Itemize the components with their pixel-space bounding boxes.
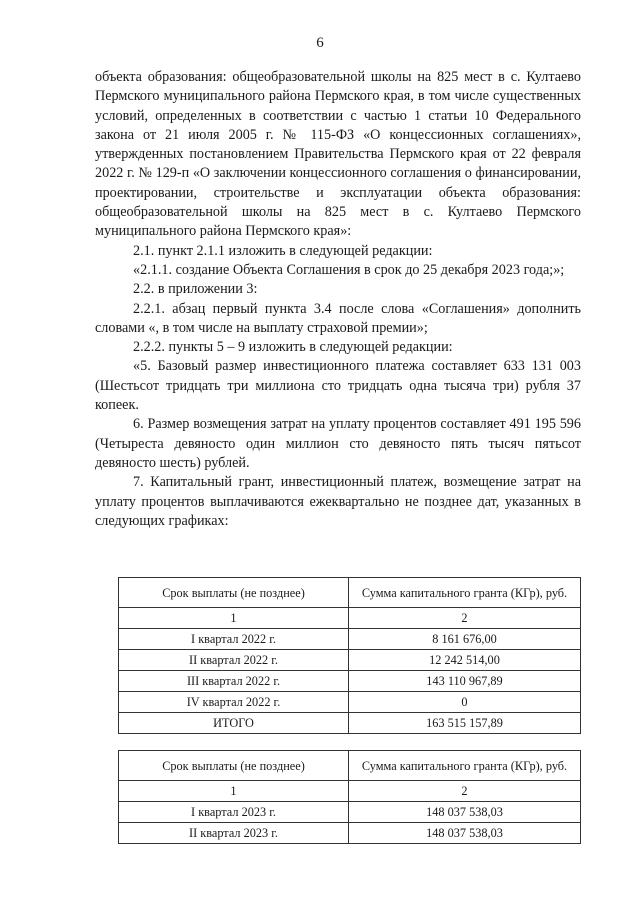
period-cell: IV квартал 2022 г. (119, 692, 349, 713)
amount-cell: 12 242 514,00 (349, 650, 581, 671)
body-text (95, 68, 581, 531)
table-row (119, 692, 581, 713)
column-header-grant-amount: Сумма капитального гранта (КГр), руб. (349, 751, 581, 781)
paragraph-2-1: 2.1. пункт 2.1.1 изложить в следующей редакции: (133, 242, 433, 259)
total-label: ИТОГО (119, 713, 349, 734)
amount-cell: 143 110 967,89 (349, 671, 581, 692)
amount-cell: 8 161 676,00 (349, 629, 581, 650)
column-header-grant-amount: Сумма капитального гранта (КГр), руб. (349, 578, 581, 608)
period-cell: III квартал 2022 г. (119, 671, 349, 692)
period-cell: I квартал 2022 г. (119, 629, 349, 650)
paragraph-2-2-1: 2.2.1. абзац первый пункта 3.4 после слова «Соглашения» дополнить словами «, в том числе на выплату страховой премии»; (95, 300, 581, 336)
table-row (119, 650, 581, 671)
table-row (119, 823, 581, 844)
table-header-row (119, 751, 581, 781)
column-number: 1 (119, 781, 349, 802)
column-header-deadline: Срок выплаты (не позднее) (119, 578, 349, 608)
paragraph-2-1-1: «2.1.1. создание Объекта Соглашения в срок до 25 декабря 2023 года;»; (133, 261, 565, 278)
paragraph-2-2: 2.2. в приложении 3: (133, 281, 258, 298)
paragraph-item-5: «5. Базовый размер инвестиционного платежа составляет 633 131 003 (Шестьсот тридцать три миллиона сто тридцать одна тысяча три) рубля 37 копеек. (95, 358, 581, 414)
paragraph-object-description: объекта образования: общеобразовательной школы на 825 мест в с. Култаево Пермского муниципального района Пермского края, в том числе существенных условий, определенных в соответствии с частью 1 статьи 10 Федерального закона от 21 июля 2005 г. № 115-ФЗ «О концессионных соглашениях», утвержденных постановлением Правительства Пермского края от 22 февраля 2022 г. № 129-п «О заключении концессионного соглашения о финансировании, проектировании, строительстве и эксплуатации объекта образования: общеобразовательной школы на 825 мест в с. Култаево Пермского муниципального района Пермского края»: (95, 69, 581, 240)
total-amount: 163 515 157,89 (349, 713, 581, 734)
table-header-row (119, 578, 581, 608)
table-row (119, 671, 581, 692)
table-numbering-row (119, 781, 581, 802)
period-cell: II квартал 2023 г. (119, 823, 349, 844)
paragraph-2-2-2: 2.2.2. пункты 5 – 9 изложить в следующей редакции: (133, 339, 453, 356)
column-header-deadline: Срок выплаты (не позднее) (119, 751, 349, 781)
amount-cell: 148 037 538,03 (349, 802, 581, 823)
table-numbering-row (119, 608, 581, 629)
paragraph-item-6: 6. Размер возмещения затрат на уплату процентов составляет 491 195 596 (Четыреста девяносто один миллион сто девяносто пять тысяч пятьсот девяносто шесть) рублей. (95, 416, 581, 471)
column-number: 2 (349, 608, 581, 629)
table-row (119, 802, 581, 823)
amount-cell: 0 (349, 692, 581, 713)
table-total-row (119, 713, 581, 734)
period-cell: I квартал 2023 г. (119, 802, 349, 823)
column-number: 2 (349, 781, 581, 802)
paragraph-item-7: 7. Капитальный грант, инвестиционный платеж, возмещение затрат на уплату процентов выплачиваются ежеквартально не позднее дат, указанных в следующих графиках: (95, 474, 581, 529)
grant-schedule-table-2022 (118, 577, 581, 734)
page-number: 6 (316, 35, 324, 51)
period-cell: II квартал 2022 г. (119, 650, 349, 671)
column-number: 1 (119, 608, 349, 629)
amount-cell: 148 037 538,03 (349, 823, 581, 844)
table-row (119, 629, 581, 650)
grant-schedule-table-2023 (118, 750, 581, 844)
